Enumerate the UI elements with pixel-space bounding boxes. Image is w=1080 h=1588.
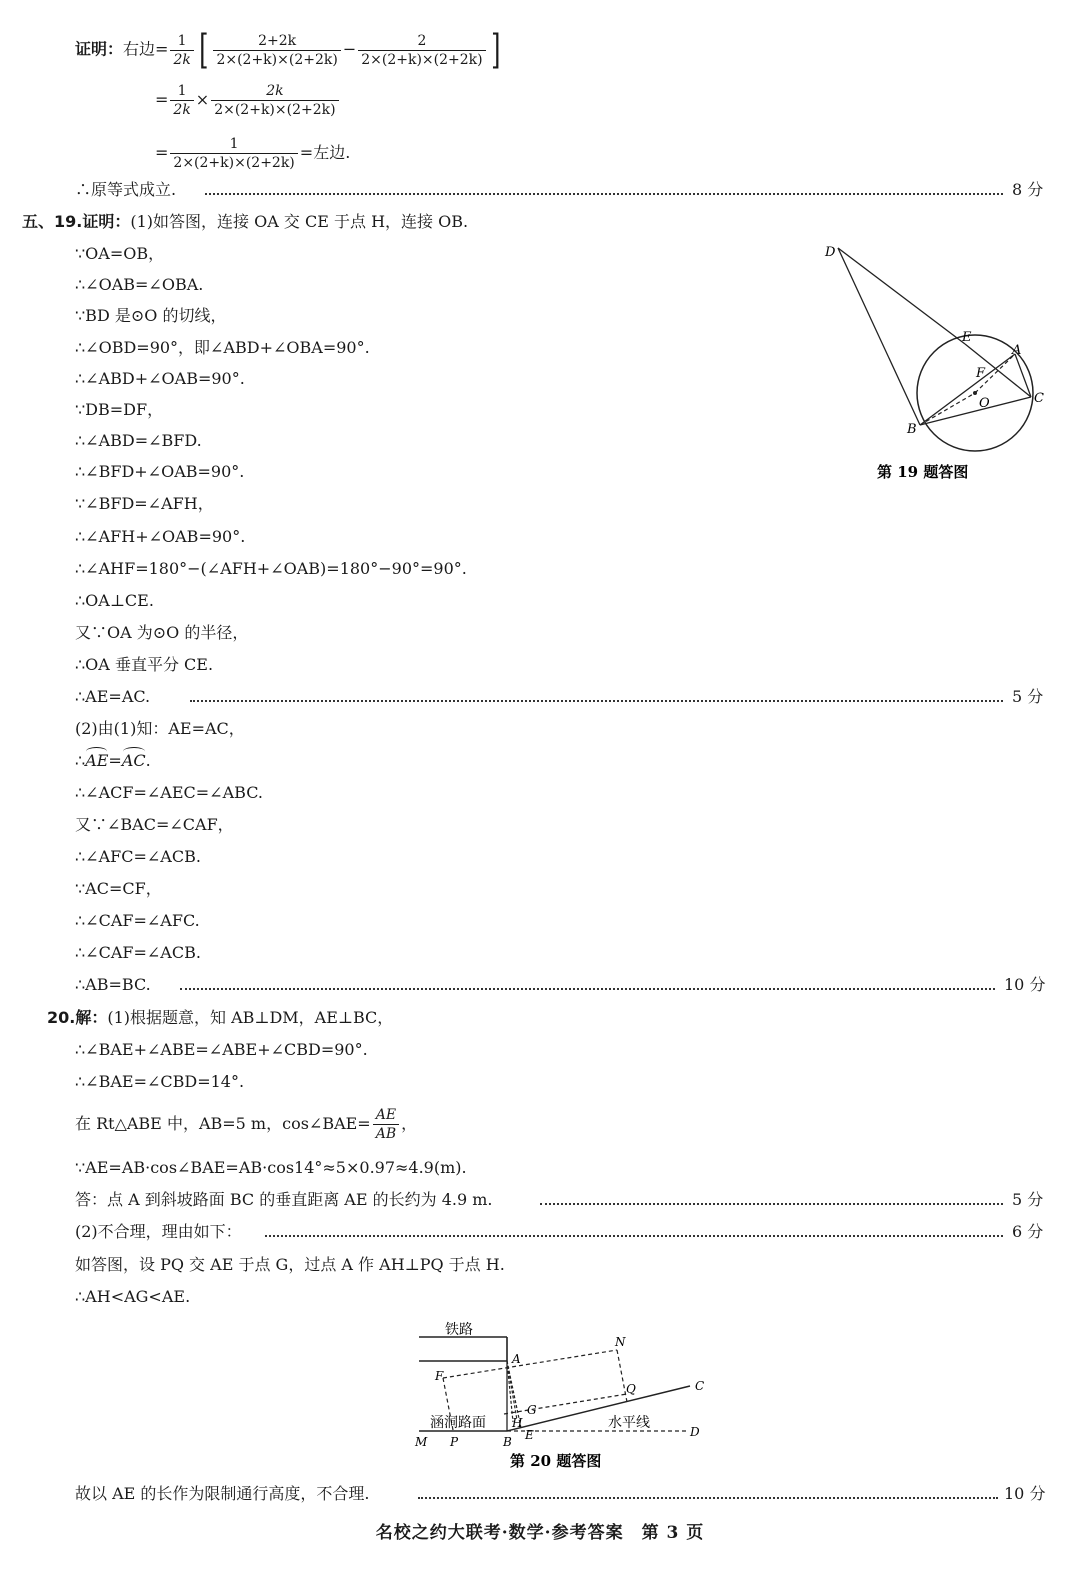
- fraction: $\frac{1}{2k}$: [170, 32, 193, 69]
- q19-line: ∴∠AHF=180°−(∠AFH+∠OAB)=180°−90°=90°.: [75, 559, 467, 578]
- q19-line: ∵∠BFD=∠AFH，: [75, 494, 214, 513]
- points-label: 8 分: [1012, 180, 1044, 199]
- page-footer: 名校之约大联考·数学·参考答案 第 3 页: [375, 1523, 705, 1543]
- q20-header: [47, 1008, 393, 1028]
- q19-arc-line: ∴AE=AC.: [75, 751, 151, 770]
- label-d: D: [825, 245, 836, 260]
- figure-19: [810, 235, 1060, 495]
- q20-line: ∴AH<AG<AE.: [75, 1287, 191, 1306]
- points-label: 5 分: [1012, 1190, 1044, 1209]
- proof18-line1: 证明：右边= $\frac{1}{2k}$ [ $\frac{2+2k}{2\times(2+k)\times(2+2k)}$ − $\frac{2}{2\times(2+k)\times(2+2k)}$ ]: [75, 27, 501, 73]
- q19-line: ∴∠ABD=∠BFD.: [75, 431, 202, 450]
- leader-dots: [190, 700, 1003, 702]
- q19-line: ∴∠ABD+∠OAB=90°.: [75, 369, 245, 388]
- label-a: A: [1012, 343, 1022, 358]
- label-h: H: [512, 1416, 523, 1430]
- q20-line: ∴∠BAE+∠ABE=∠ABE+∠CBD=90°.: [75, 1040, 368, 1059]
- leader-dots: [180, 988, 995, 990]
- label-f: F: [976, 366, 986, 381]
- fraction: $\frac{AE}{AB}$: [373, 1106, 399, 1143]
- label-n: N: [615, 1335, 626, 1349]
- label-a: A: [512, 1352, 521, 1366]
- label-e: E: [962, 330, 972, 345]
- leader-dots: [265, 1235, 1003, 1237]
- figure-19-caption: 第 19 题答图: [877, 463, 969, 481]
- fraction: $\frac{2}{2\times(2+k)\times(2+2k)}$: [358, 32, 485, 69]
- q20-number: 20.: [47, 1008, 76, 1027]
- fraction: $\frac{2+2k}{2\times(2+k)\times(2+2k)}$: [213, 32, 340, 69]
- fraction: $\frac{1}{2k}$: [170, 82, 193, 119]
- label-e: E: [525, 1428, 534, 1442]
- points-label: 5 分: [1012, 687, 1044, 706]
- q19-line: ∴∠CAF=∠AFC.: [75, 911, 200, 930]
- q19-line: ∴∠AFH+∠OAB=90°.: [75, 527, 246, 546]
- proof18-label: 证明：: [75, 39, 124, 59]
- q19-line: (1)如答图，连接 OA 交 CE 于点 H，连接 OB.: [130, 212, 469, 231]
- q20-label: 解：: [75, 1008, 108, 1027]
- q19-line: ∴OA 垂直平分 CE.: [75, 655, 214, 674]
- label-f: F: [435, 1369, 444, 1383]
- label-q: Q: [626, 1382, 636, 1396]
- q20-line4: 在 Rt△ABE 中，AB=5 m，cos∠BAE= $\frac{AE}{AB}$ ，: [75, 1106, 418, 1142]
- culvert-label: 涵洞路面: [430, 1415, 486, 1431]
- points-label: 10 分: [1004, 1484, 1046, 1503]
- proof18-line2: = $\frac{1}{2k}$ × $\frac{2k}{2\times(2+k)\times(2+2k)}$: [155, 82, 341, 119]
- q20-line: ∵AE=AB·cos∠BAE=AB·cos14°≈5×0.97≈4.9(m).: [75, 1158, 467, 1177]
- q19-label: 证明：: [82, 212, 131, 231]
- proof18-line3: = $\frac{1}{2\times(2+k)\times(2+2k)}$ =左边.: [155, 136, 351, 171]
- q20-line: 如答图，设 PQ 交 AE 于点 G，过点 A 作 AH⊥PQ 于点 H.: [75, 1255, 505, 1274]
- q19-number: 五、19.: [22, 212, 83, 231]
- leader-dots: [205, 193, 1003, 195]
- label-d: D: [690, 1425, 700, 1439]
- q19-line: ∵DB=DF，: [75, 400, 164, 419]
- fraction: $\frac{2k}{2\times(2+k)\times(2+2k)}$: [211, 82, 338, 119]
- horizontal-label: 水平线: [608, 1415, 650, 1431]
- q19-line: ∴∠OAB=∠OBA.: [75, 275, 204, 294]
- q20-line: (2)不合理，理由如下：: [75, 1222, 242, 1241]
- label-g: G: [527, 1403, 537, 1417]
- label-b: B: [503, 1435, 512, 1449]
- leader-dots: [418, 1497, 998, 1499]
- q19-line: ∵AC=CF，: [75, 879, 162, 898]
- q19-line: ∴AE=AC.: [75, 687, 151, 706]
- q20-line: (1)根据题意，知 AB⊥DM，AE⊥BC，: [107, 1008, 394, 1027]
- arc-ac: AC: [121, 751, 146, 770]
- proof18-conclusion: ∴原等式成立.: [75, 180, 177, 199]
- label-b: B: [907, 422, 917, 437]
- arc-ae: AE: [85, 751, 109, 770]
- label-c: C: [1034, 391, 1044, 406]
- fraction: $\frac{1}{2\times(2+k)\times(2+2k)}$: [170, 135, 297, 172]
- q20-line: ∴∠BAE=∠CBD=14°.: [75, 1072, 245, 1091]
- points-label: 10 分: [1004, 975, 1046, 994]
- label-m: M: [415, 1435, 428, 1449]
- figure-20: [405, 1312, 735, 1472]
- leader-dots: [540, 1203, 1003, 1205]
- proof18-rhs: 右边=: [123, 39, 169, 59]
- q19-line: ∵OA=OB，: [75, 244, 165, 263]
- q19-line: ∴∠ACF=∠AEC=∠ABC.: [75, 783, 263, 802]
- q20-line: 答：点 A 到斜坡路面 BC 的垂直距离 AE 的长约为 4.9 m.: [75, 1190, 493, 1209]
- label-c: C: [695, 1379, 705, 1393]
- q19-line: ∴OA⊥CE.: [75, 591, 154, 610]
- points-label: 6 分: [1012, 1222, 1044, 1241]
- q19-line: ∴∠OBD=90°，即∠ABD+∠OBA=90°.: [75, 338, 370, 357]
- label-o: O: [979, 396, 990, 411]
- q19-line: ∴∠AFC=∠ACB.: [75, 847, 201, 866]
- figure-20-caption: 第 20 题答图: [510, 1452, 602, 1470]
- q19-line: ∴AB=BC.: [75, 975, 151, 994]
- q19-line: ∵BD 是⊙O 的切线，: [75, 306, 227, 325]
- q19-line: ∴∠CAF=∠ACB.: [75, 943, 201, 962]
- q19-line: ∴∠BFD+∠OAB=90°.: [75, 462, 245, 481]
- q19-header: [22, 212, 468, 232]
- label-p: P: [450, 1435, 459, 1449]
- q19-line: (2)由(1)知：AE=AC，: [75, 719, 245, 738]
- q20-line: 故以 AE 的长作为限制通行高度，不合理.: [75, 1484, 370, 1503]
- railway-label: 铁路: [445, 1322, 473, 1338]
- q19-line: 又∵∠BAC=∠CAF，: [75, 815, 234, 834]
- q19-line: 又∵OA 为⊙O 的半径，: [75, 623, 249, 642]
